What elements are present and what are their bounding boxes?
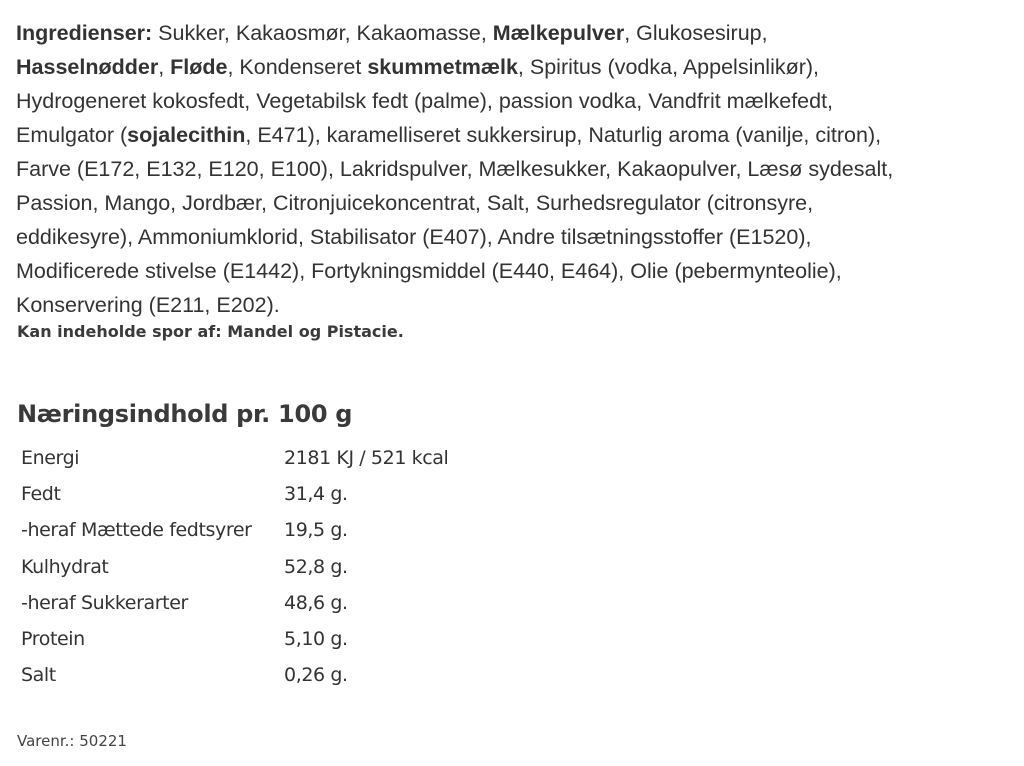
ingredient-text: Farve (E172, E132, E120, E100), Lakridspulver, Mælkesukker, Kakaopulver, Læsø sydesalt, [16,157,894,181]
nutrition-title: Næringsindhold pr. 100 g [17,400,353,428]
ingredients-line [16,220,893,254]
product-number: Varenr.: 50221 [17,732,127,750]
ingredients-line [16,16,893,50]
nutrition-row [17,621,452,657]
nutrition-table [17,440,452,693]
ingredients-line [16,152,893,186]
ingredient-highlight: Hasselnødder [16,55,159,79]
nutrient-label: -heraf Sukkerarter [21,591,188,614]
nutrient-value: 5,10 g. [284,628,348,651]
nutrition-row [17,512,452,548]
nutrition-row [17,440,452,476]
ingredients-line [16,118,893,152]
ingredient-text: , E471), karamelliseret sukkersirup, Naturlig aroma (vanilje, citron), [245,123,882,147]
nutrient-label: Kulhydrat [21,555,109,578]
ingredient-text: , Spiritus (vodka, Appelsinlikør), [517,55,820,79]
ingredient-highlight: sojalecithin [127,123,246,147]
ingredient-text: Hydrogeneret kokosfedt, Vegetabilsk fedt (palme), passion vodka, Vandfrit mælkefedt, [16,89,834,113]
nutrition-row [17,657,452,693]
ingredients-line [16,288,893,322]
nutrition-row [17,585,452,621]
ingredients-line [16,84,893,118]
ingredients-list [16,16,893,322]
nutrient-value: 19,5 g. [284,519,348,542]
nutrient-label: -heraf Mættede fedtsyrer [21,519,252,542]
ingredient-text: Emulgator ( [16,123,128,147]
nutrient-value: 0,26 g. [284,664,348,687]
ingredient-text: Konservering (E211, E202). [16,293,280,317]
allergy-warning: Kan indeholde spor af: Mandel og Pistacie. [17,322,404,341]
ingredient-text: , [158,55,171,79]
ingredient-text: eddikesyre), Ammoniumklorid, Stabilisator (E407), Andre tilsætningsstoffer (E1520), [16,225,812,249]
ingredient-text: , Kondenseret [227,55,368,79]
ingredients-line [16,186,893,220]
nutrient-value: 31,4 g. [284,483,348,506]
nutrient-label: Protein [21,628,85,651]
ingredient-text: Sukker, Kakaosmør, Kakaomasse, [152,21,493,45]
nutrition-row [17,549,452,585]
ingredient-highlight: Mælkepulver [492,21,625,45]
ingredient-highlight: Fløde [170,55,228,79]
nutrient-value: 48,6 g. [284,591,348,614]
ingredients-line [16,50,893,84]
nutrient-label: Salt [21,664,56,687]
nutrient-label: Fedt [21,483,61,506]
nutrition-row [17,476,452,512]
nutrient-value: 52,8 g. [284,555,348,578]
ingredient-text: , Glukosesirup, [624,21,768,45]
nutrient-value: 2181 KJ / 521 kcal [284,447,449,470]
ingredient-highlight: Ingredienser: [16,21,153,45]
ingredient-highlight: skummetmælk [367,55,518,79]
ingredients-line [16,254,893,288]
ingredient-text: Passion, Mango, Jordbær, Citronjuicekoncentrat, Salt, Surhedsregulator (citronsyre, [16,191,814,215]
nutrient-label: Energi [21,447,80,470]
ingredient-text: Modificerede stivelse (E1442), Fortykningsmiddel (E440, E464), Olie (pebermynteolie), [16,259,842,283]
